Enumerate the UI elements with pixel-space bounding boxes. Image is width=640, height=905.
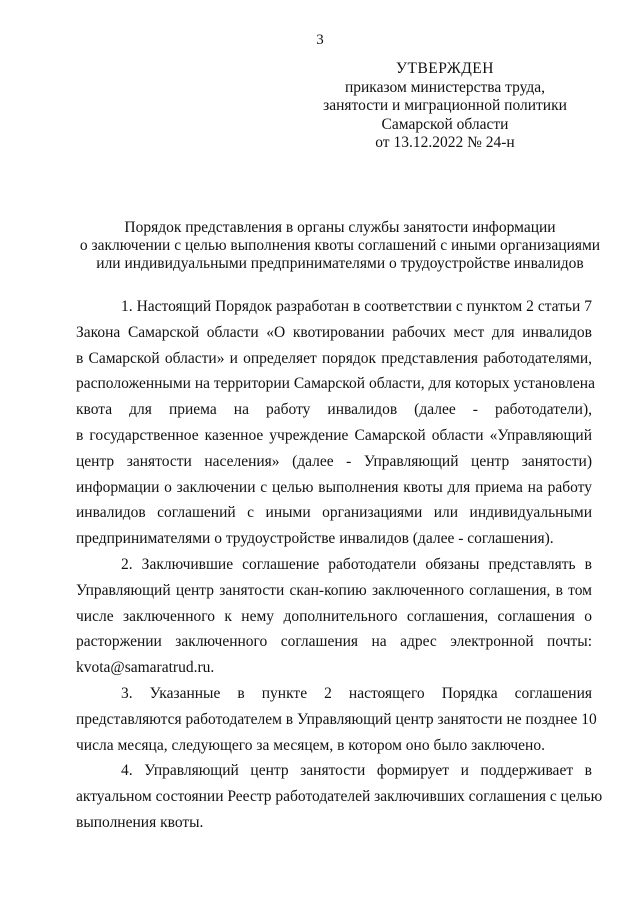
text-line: Закона Самарской области «О квотировании рабочих мест для инвалидов bbox=[76, 323, 592, 341]
text-line: числе заключенного к нему дополнительного соглашения, соглашения о bbox=[76, 607, 592, 625]
text-line: актуальном состоянии Реестр работодателей заключивших соглашения с целью bbox=[76, 788, 603, 806]
text-line: предпринимателями о трудоустройстве инвалидов (далее - соглашения). bbox=[76, 530, 554, 548]
title-line: или индивидуальными предпринимателями о трудоустройстве инвалидов bbox=[96, 255, 584, 272]
text-line: представляются работодателем в Управляющий центр занятости не позднее 10 bbox=[76, 710, 597, 728]
text-line: в Самарской области» и определяет порядок представления работодателями, bbox=[76, 349, 592, 367]
text-line: выполнения квоты. bbox=[76, 813, 204, 831]
approval-line: занятости и миграционной политики bbox=[323, 97, 567, 114]
text-line: информации о заключении с целью выполнения квоты для приема на работу bbox=[76, 478, 592, 496]
page-number: 3 bbox=[316, 32, 324, 48]
approval-block bbox=[310, 60, 580, 153]
paragraph-4 bbox=[76, 758, 603, 835]
text-line: 4. Управляющий центр занятости формирует и поддерживает в bbox=[121, 762, 592, 780]
paragraph-2 bbox=[76, 552, 592, 681]
text-line: инвалидов соглашений с иными организациями или индивидуальными bbox=[76, 504, 592, 522]
text-line: расторжении заключенного соглашения на адрес электронной почты: bbox=[76, 633, 592, 651]
text-line: расположенными на территории Самарской области, для которых установлена bbox=[76, 375, 595, 393]
approval-date-line: от 13.12.2022 № 24-н bbox=[375, 134, 515, 151]
text-line: квота для приема на работу инвалидов (далее - работодатели), bbox=[76, 401, 592, 419]
text-line: центр занятости населения» (далее - Управляющий центр занятости) bbox=[76, 452, 592, 470]
text-line: в государственное казенное учреждение Самарской области «Управляющий bbox=[76, 426, 592, 444]
text-line: 1. Настоящий Порядок разработан в соответствии с пунктом 2 статьи 7 bbox=[121, 298, 592, 315]
email-address: kvota@samaratrud.ru. bbox=[76, 659, 215, 677]
paragraph-1 bbox=[76, 294, 595, 552]
title-line: Порядок представления в органы службы занятости информации bbox=[124, 219, 556, 236]
text-line: Управляющий центр занятости скан-копию заключенного соглашения, в том bbox=[76, 581, 592, 599]
text-line: числа месяца, следующего за месяцем, в котором оно было заключено. bbox=[76, 736, 545, 754]
paragraph-3 bbox=[76, 681, 597, 758]
title-line: о заключении с целью выполнения квоты соглашений с иными организациями bbox=[79, 237, 601, 254]
text-line: 3. Указанные в пункте 2 настоящего Порядка соглашения bbox=[121, 684, 592, 702]
text-line: 2. Заключившие соглашение работодатели обязаны представлять в bbox=[121, 555, 592, 573]
approval-line: приказом министерства труда, bbox=[344, 78, 546, 96]
document-body bbox=[76, 294, 603, 836]
document-title bbox=[60, 219, 620, 273]
approval-line: Самарской области bbox=[381, 115, 509, 133]
approval-title: УТВЕРЖДЕН bbox=[396, 60, 494, 77]
